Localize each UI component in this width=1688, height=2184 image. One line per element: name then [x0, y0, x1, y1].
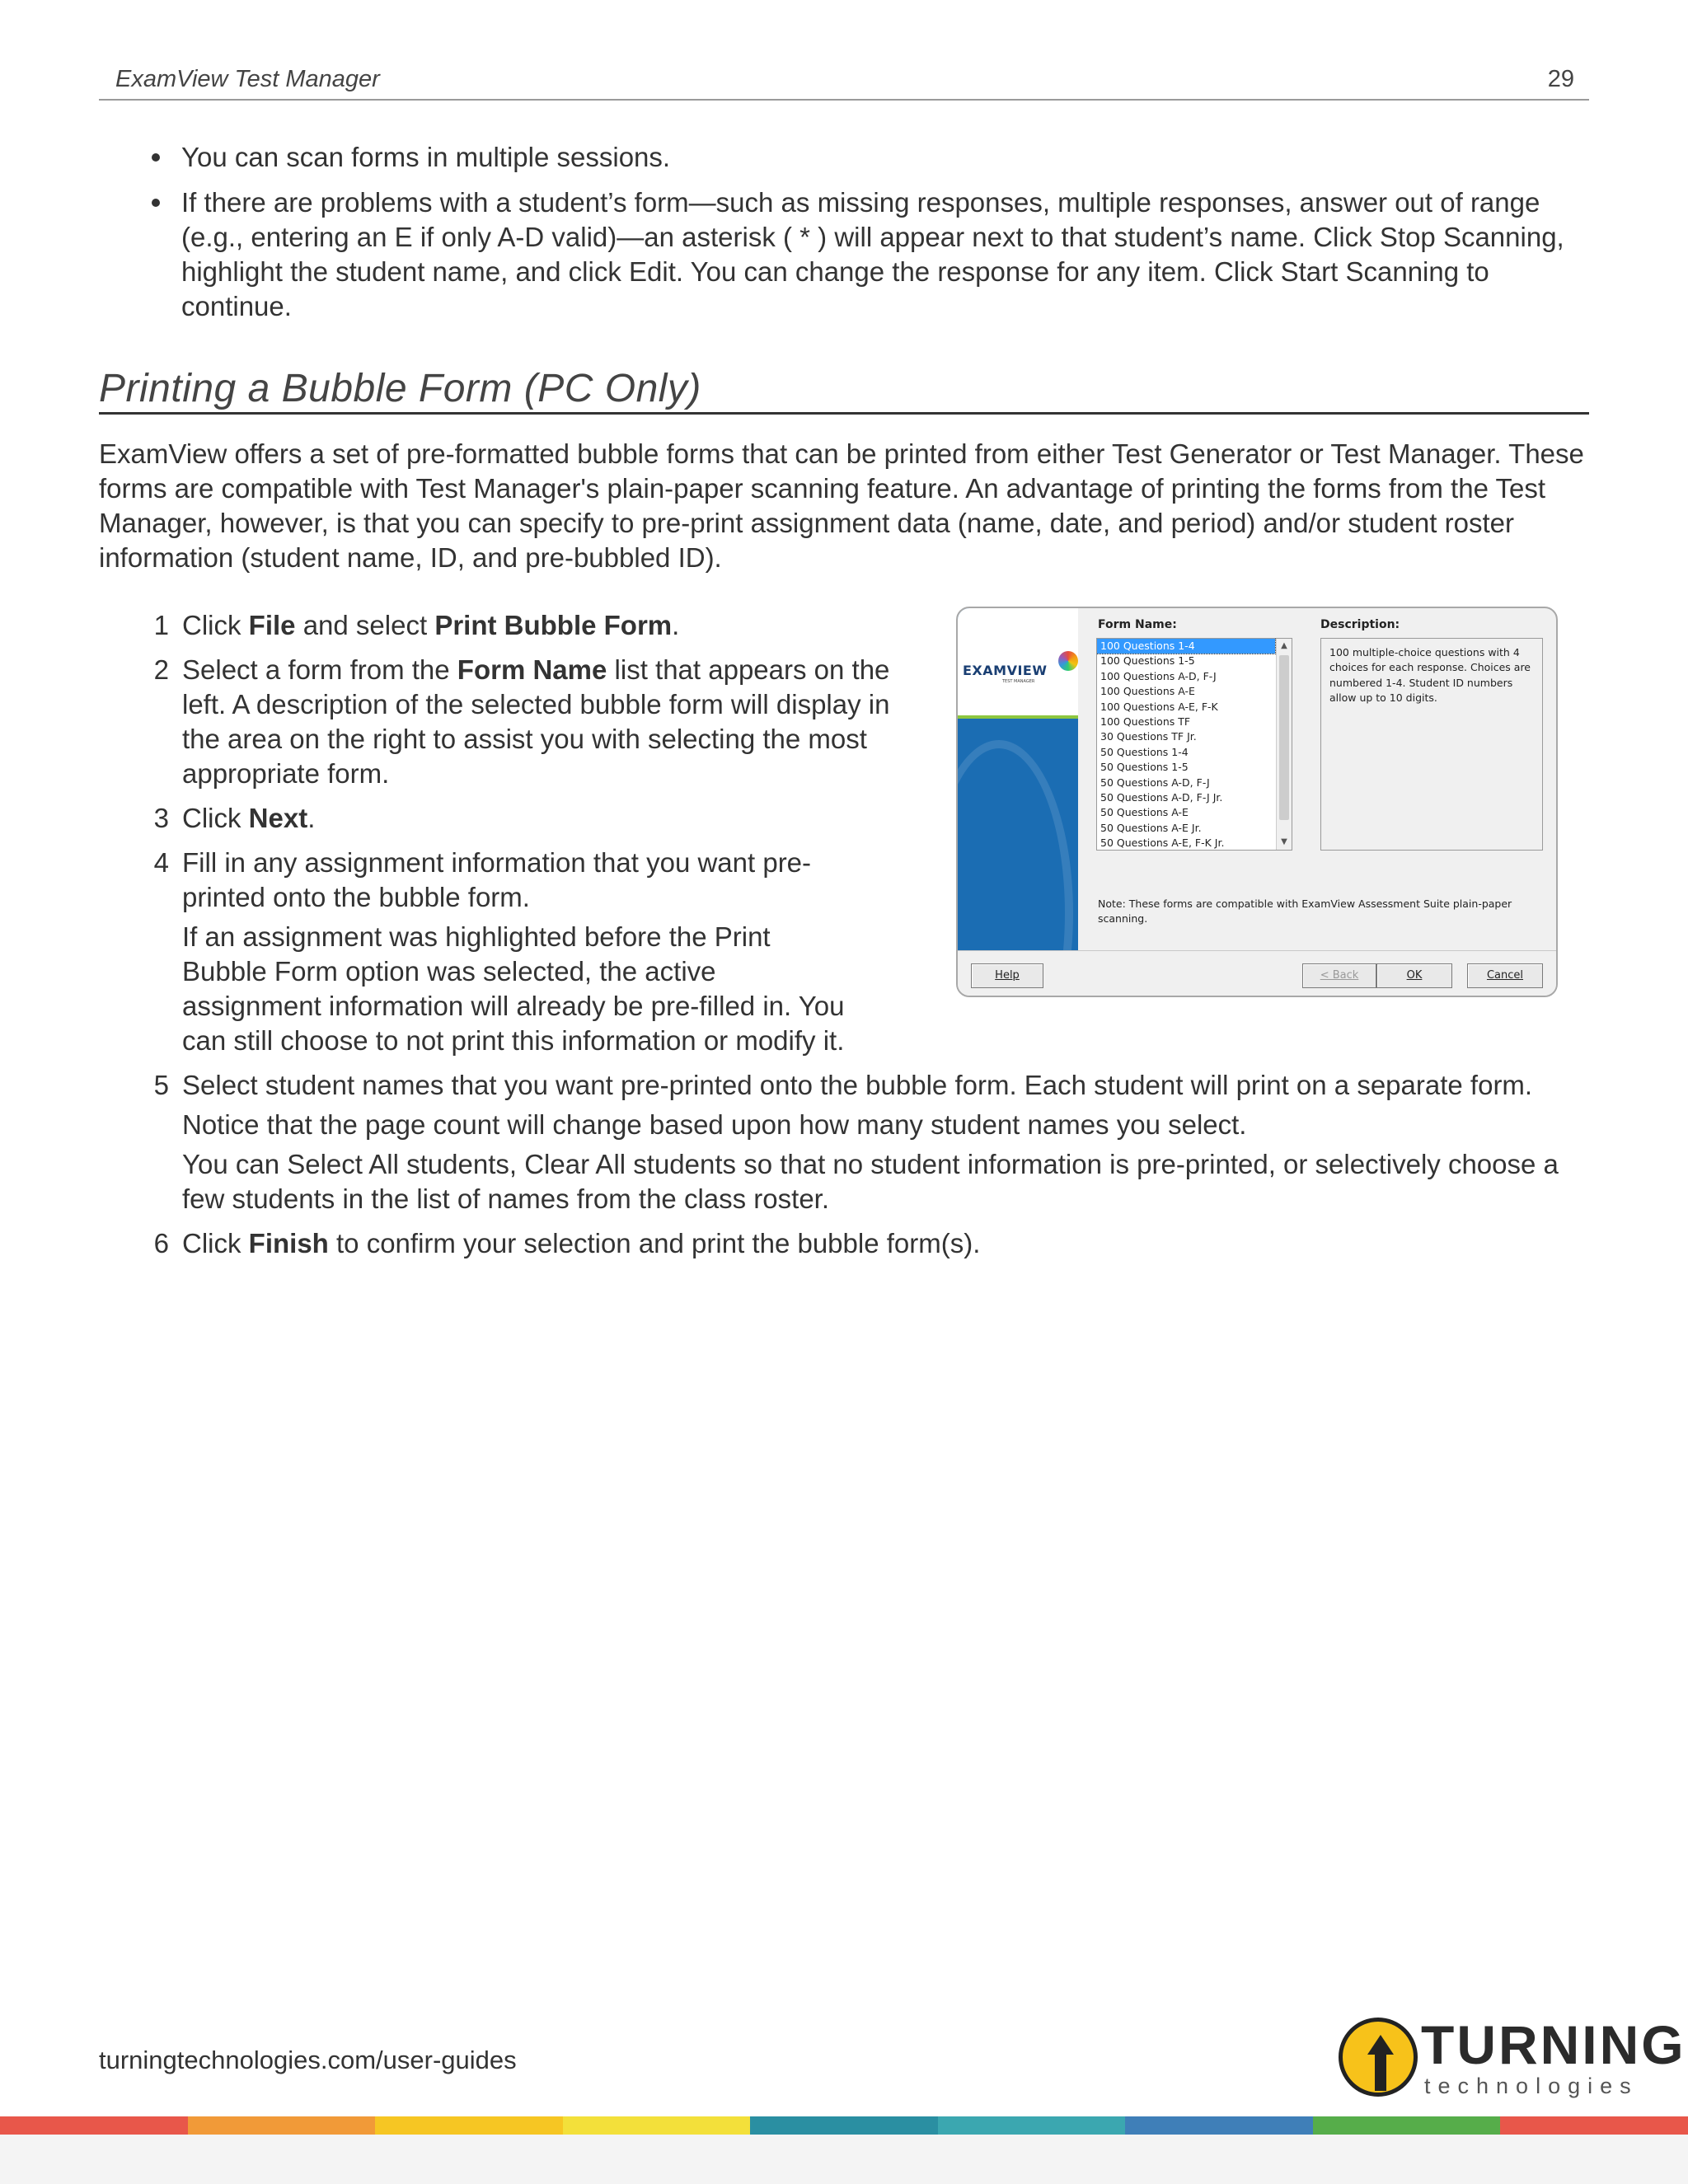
step-3: 3 Click Next. [132, 801, 932, 836]
step-number: 2 [153, 654, 169, 685]
footer-url[interactable]: turningtechnologies.com/user-guides [99, 2046, 517, 2074]
list-scrollbar[interactable] [1276, 639, 1292, 850]
stripe-segment [1500, 2116, 1688, 2135]
ok-button[interactable]: OK [1376, 963, 1452, 988]
form-list-item[interactable]: 100 Questions A-E [1100, 685, 1195, 698]
step-number: 3 [153, 803, 169, 833]
page-number: 29 [1547, 66, 1574, 92]
print-bubble-form-dialog [956, 607, 1558, 997]
stripe-segment [375, 2116, 564, 2135]
step-number: 6 [153, 1228, 169, 1258]
form-list-item[interactable]: 50 Questions 1-5 [1100, 761, 1189, 774]
header-title: ExamView Test Manager [115, 66, 380, 92]
bullet-item: If there are problems with a student’s form—such as missing responses, multiple responses, answer out of range (e.g., entering an E if only A-D valid)—an asterisk ( * ) will appear next to that student’s name. Click Stop Scanning, highlight the student name, and click Edit. You can change the response for any item. Click Start Scanning to continue. [143, 185, 1594, 324]
section-title: Printing a Bubble Form (PC Only) [99, 367, 701, 410]
step-number: 4 [153, 847, 169, 878]
stripe-segment [0, 2116, 189, 2135]
stripe-segment [750, 2116, 939, 2135]
form-list-item[interactable]: 50 Questions A-D, F-J [1100, 776, 1210, 789]
help-button[interactable]: Help [971, 963, 1043, 988]
step-5: 5 Select student names that you want pre-printed onto the bubble form. Each student will print on a separate form. Notice that the page count will change based upon how many student names you select. You can Select All students, Clear All students so that no student information is pre-printed, or selectively choose a few students in the list of names from the class roster. [132, 1068, 1599, 1216]
form-list-item[interactable]: 50 Questions A-E, F-K Jr. [1100, 837, 1225, 850]
turning-technologies-logo: TURNING technologies [1335, 2018, 1648, 2100]
form-list-item[interactable]: 100 Questions A-E, F-K [1100, 700, 1218, 713]
form-list-item[interactable]: 50 Questions 1-4 [1100, 745, 1189, 758]
description-label: Description: [1320, 618, 1400, 631]
step-4: 4 Fill in any assignment information that you want pre-printed onto the bubble form. If an assignment was highlighted before the Print Bubble Form option was selected, the active assignment information will already be pre-filled in. You can still choose to not print this information or modify it. [132, 846, 932, 1058]
examview-logo: EXAMVIEW TEST MANAGER [958, 608, 1078, 719]
form-list-item[interactable]: 50 Questions A-E [1100, 806, 1189, 819]
description-box: 100 multiple-choice questions with 4 choices for each response. Choices are numbered 1-4. Student ID numbers allow up to 10 digits. [1320, 638, 1543, 851]
bullet-dot-icon [152, 153, 160, 162]
compatibility-note: Note: These forms are compatible with ExamView Assessment Suite plain-paper scanning. [1098, 898, 1512, 926]
bullet-dot-icon [152, 199, 160, 207]
bullet-item: You can scan forms in multiple sessions. [143, 140, 1594, 175]
dialog-side-banner [958, 608, 1078, 950]
color-wheel-icon [1058, 651, 1078, 671]
scroll-down-icon[interactable]: ▼ [1281, 837, 1287, 846]
bullet-list [143, 140, 1594, 335]
stripe-segment [1125, 2116, 1314, 2135]
stripe-segment [1313, 2116, 1502, 2135]
banner-swoosh [958, 740, 1073, 950]
back-button[interactable]: < Back [1302, 963, 1376, 988]
stripe-segment [188, 2116, 377, 2135]
scroll-thumb[interactable] [1279, 655, 1289, 820]
form-name-list[interactable] [1096, 638, 1292, 851]
dialog-button-bar [958, 950, 1556, 996]
footer-band [0, 2135, 1688, 2184]
turning-arrow-icon [1339, 2018, 1418, 2097]
form-list-item[interactable]: 100 Questions A-D, F-J [1100, 669, 1217, 682]
form-name-label: Form Name: [1098, 618, 1177, 631]
stripe-segment [938, 2116, 1127, 2135]
form-list-item[interactable]: 50 Questions A-D, F-J Jr. [1100, 790, 1223, 804]
form-list-item[interactable]: 100 Questions 1-4 [1097, 639, 1275, 654]
section-heading [99, 366, 1589, 415]
intro-paragraph: ExamView offers a set of pre-formatted bubble forms that can be printed from either Test Generator or Test Manager. These forms are compatible with Test Manager's plain-paper scanning feature. An advantage of printing the forms from the Test Manager, however, is that you can specify to pre-print assignment data (name, date, and period) and/or student roster information (student name, ID, and pre-bubbled ID). [99, 438, 1584, 573]
form-list-item[interactable]: 30 Questions TF Jr. [1100, 730, 1197, 743]
step-6: 6 Click Finish to confirm your selection and print the bubble form(s). [132, 1226, 1599, 1261]
footer-color-stripe [0, 2116, 1688, 2135]
step-2: 2 Select a form from the Form Name list that appears on the left. A description of the selected bubble form will display in the area on the right to assist you with selecting the most appropriate form. [132, 653, 932, 791]
step-1: 1 Click File and select Print Bubble Form. [132, 608, 932, 643]
form-list-item[interactable]: 100 Questions 1-5 [1100, 654, 1195, 668]
form-list-item[interactable]: 100 Questions TF [1100, 715, 1191, 728]
step-number: 1 [153, 610, 169, 640]
form-list-item[interactable]: 50 Questions A-E Jr. [1100, 821, 1202, 834]
stripe-segment [563, 2116, 752, 2135]
scroll-up-icon[interactable]: ▲ [1281, 641, 1287, 650]
cancel-button[interactable]: Cancel [1467, 963, 1543, 988]
page-header [99, 61, 1589, 101]
step-number: 5 [153, 1070, 169, 1100]
